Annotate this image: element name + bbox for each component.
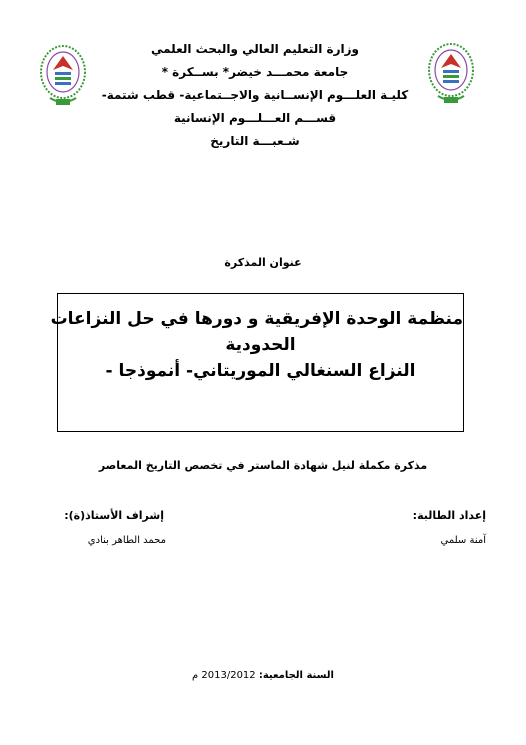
ministry-name: وزارة التعليم العالي والبحث العلمي — [150, 42, 360, 56]
academic-year — [0, 670, 526, 681]
thesis-title-line3: النزاع السنغالي الموريتاني- أنموذجا - — [105, 361, 416, 381]
institution-header — [95, 38, 415, 153]
thesis-title-box — [50, 293, 464, 432]
supervisor-label: إشراف الأستاذ(ة): — [64, 509, 164, 522]
prepared-by-label: إعداد الطالبة: — [412, 509, 486, 522]
university-emblem-icon — [426, 40, 476, 106]
department-name: قســـم العـــلـــوم الإنسانية — [173, 111, 337, 125]
thesis-title-label: عنوان المذكرة — [224, 256, 302, 269]
thesis-title-line2: الحدودية — [225, 335, 296, 355]
academic-year-value: 2013/2012 م — [192, 670, 256, 681]
university-emblem-icon — [38, 42, 88, 108]
academic-year-label: السنة الجامعية: — [258, 670, 334, 681]
student-name: آمنة سلمي — [440, 535, 486, 546]
thesis-purpose: مذكرة مكملة لنيل شهادة الماستر في تخصص التاريخ المعاصر — [98, 459, 428, 472]
thesis-title-line1: منظمة الوحدة الإفريقية و دورها في حل النزاعات — [50, 309, 463, 329]
supervisor-name: محمد الطاهر بنادي — [87, 535, 166, 546]
university-name: جامعة محمـــد خيضر* بســكرة * — [161, 65, 349, 79]
faculty-name: كليـة العلـــوم الإنســانية والاجــتماعية- قطب شتمة- — [101, 88, 409, 102]
branch-name: شـعبـــة التاريخ — [210, 134, 300, 148]
